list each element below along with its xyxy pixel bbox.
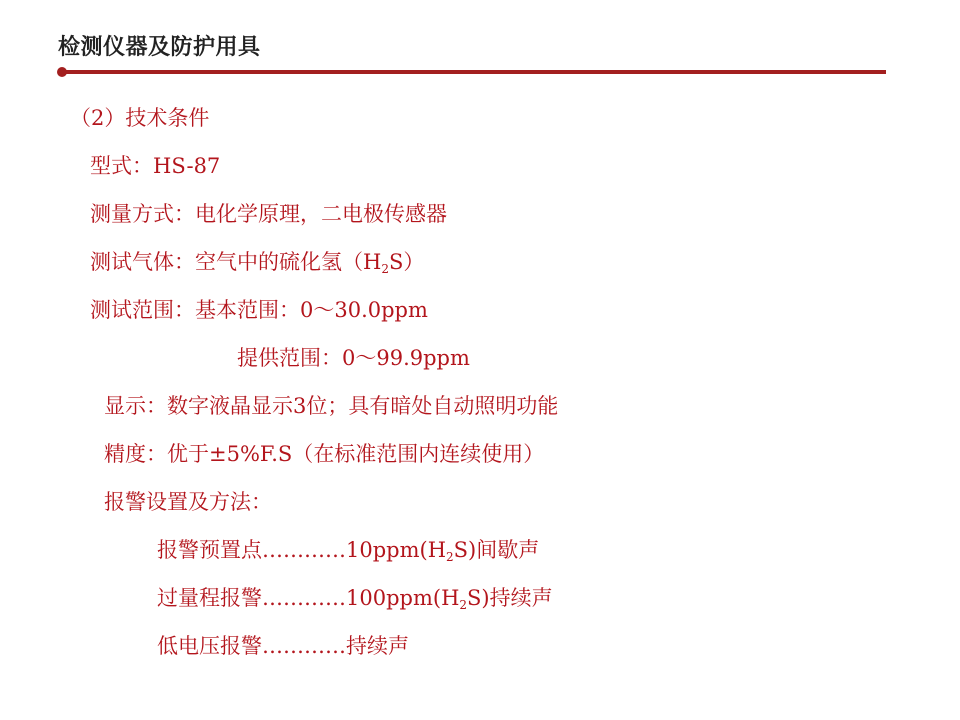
underline-dot bbox=[57, 67, 67, 77]
page-title: 检测仪器及防护用具 bbox=[58, 35, 261, 60]
alarm-preset-prefix: 报警预置点…………10ppm(H bbox=[157, 538, 447, 562]
alarm-preset-subscript: 2 bbox=[446, 550, 454, 564]
range-basic-line: 测试范围：基本范围：0～30.0ppm bbox=[90, 298, 428, 322]
alarm-heading: 报警设置及方法： bbox=[104, 490, 272, 514]
alarm-over-suffix: S)持续声 bbox=[467, 586, 553, 610]
gas-subscript: 2 bbox=[381, 262, 389, 276]
range-provided-line: 提供范围：0～99.9ppm bbox=[237, 346, 470, 370]
gas-suffix: S） bbox=[388, 250, 425, 274]
alarm-preset-suffix: S)间歇声 bbox=[453, 538, 540, 562]
display-line: 显示：数字液晶显示3位；具有暗处自动照明功能 bbox=[104, 394, 559, 418]
alarm-over-line bbox=[157, 584, 553, 612]
alarm-low-line: 低电压报警…………持续声 bbox=[157, 634, 409, 658]
alarm-over-prefix: 过量程报警…………100ppm(H bbox=[157, 586, 460, 610]
title-underline bbox=[60, 70, 886, 74]
section-heading: （2）技术条件 bbox=[70, 106, 210, 130]
method-line: 测量方式：电化学原理，二电极传感器 bbox=[90, 202, 447, 226]
model-line: 型式：HS-87 bbox=[90, 154, 221, 178]
gas-line bbox=[90, 248, 424, 276]
gas-prefix: 测试气体：空气中的硫化氢（H bbox=[90, 250, 382, 274]
alarm-preset-line bbox=[157, 536, 539, 564]
accuracy-line: 精度：优于±5%F.S（在标准范围内连续使用） bbox=[104, 442, 545, 466]
alarm-over-subscript: 2 bbox=[459, 598, 468, 612]
